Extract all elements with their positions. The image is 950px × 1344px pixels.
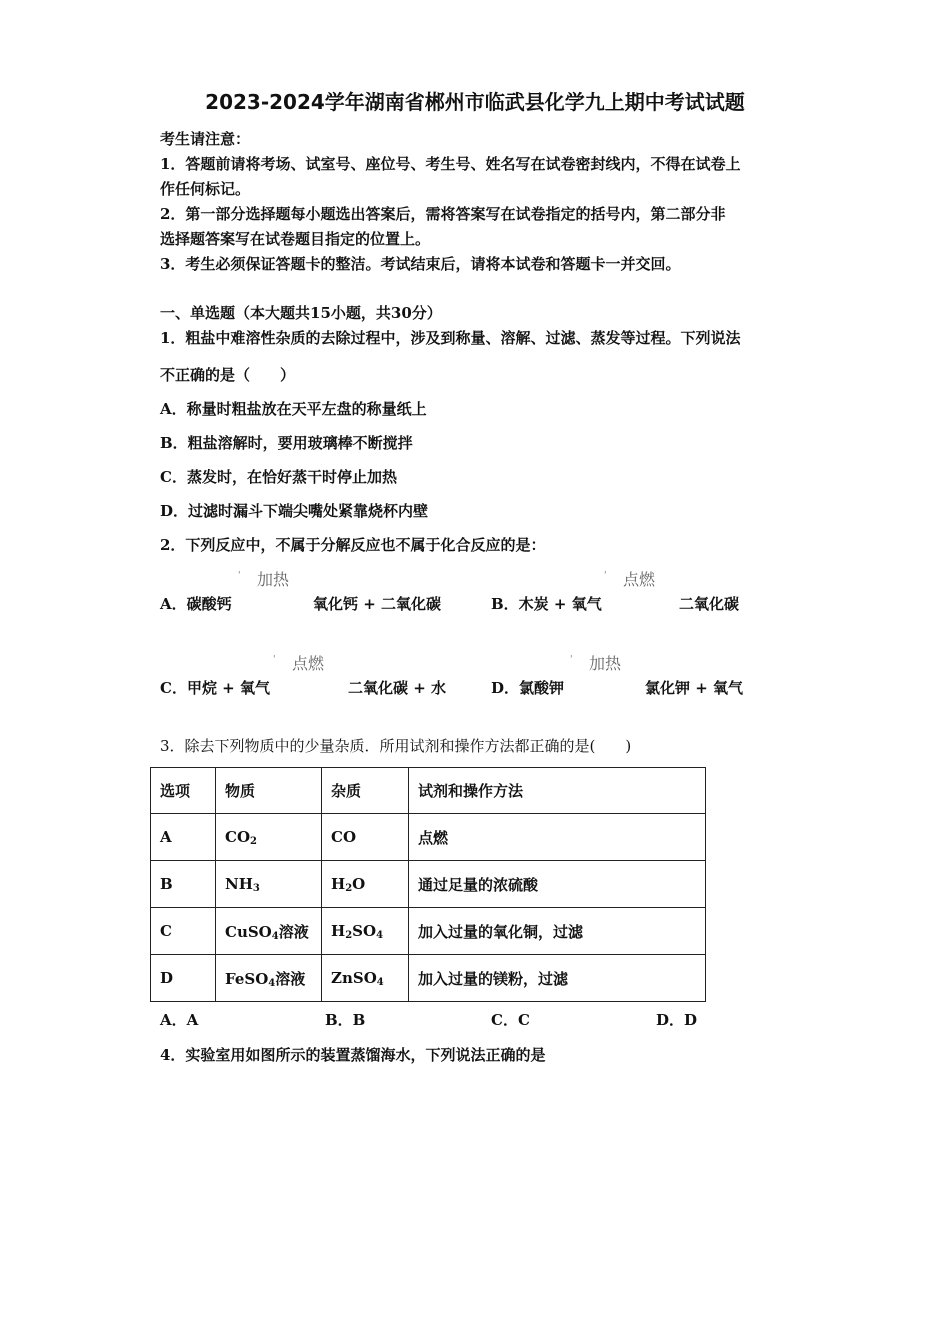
q1-option-d: D．过滤时漏斗下端尖嘴处紧靠烧杯内壁: [160, 502, 429, 520]
q2-a-condition: 加热: [257, 570, 290, 589]
q2-option-d: D．氯酸钾: [491, 679, 565, 697]
table-cell-method: 加入过量的镁粉，过滤: [409, 955, 706, 1002]
notice-line: 1．答题前请将考场、试室号、座位号、考生号、姓名写在试卷密封线内，不得在试卷上: [160, 155, 741, 173]
table-cell-impurity: $H_2O$: [322, 861, 409, 908]
table-cell-impurity: $H_2SO_4$: [322, 908, 409, 955]
tick-mark: ': [273, 655, 276, 665]
table-header-row: [151, 768, 706, 814]
q2-option-c: C．甲烷 + 氧气: [160, 679, 270, 697]
table-cell-method: 通过足量的浓硫酸: [409, 861, 706, 908]
notice-line: 2．第一部分选择题每小题选出答案后，需将答案写在试卷指定的括号内，第二部分非: [160, 205, 726, 223]
table-cell-option: C: [151, 908, 216, 955]
table-header: 杂质: [322, 768, 409, 814]
table-cell-substance: FeSO$_4$溶液: [216, 955, 322, 1002]
q2-b-products: 二氧化碳: [679, 595, 740, 613]
q3-stem: 3．除去下列物质中的少量杂质．所用试剂和操作方法都正确的是( ): [160, 737, 632, 755]
q1-stem-cont: 不正确的是（ ）: [160, 366, 296, 384]
table-cell-option: D: [151, 955, 216, 1002]
q2-option-a: A．碳酸钙: [160, 595, 232, 613]
table-cell-substance: $CO_2$: [216, 814, 322, 861]
q1-option-a: A．称量时粗盐放在天平左盘的称量纸上: [160, 400, 427, 418]
q2-d-condition: 加热: [589, 654, 622, 673]
table-cell-substance: $NH_3$: [216, 861, 322, 908]
q2-a-products: 氧化钙 + 二氧化碳: [313, 595, 442, 613]
q1-stem: 1．粗盐中难溶性杂质的去除过程中，涉及到称量、溶解、过滤、蒸发等过程。下列说法: [160, 329, 741, 347]
q2-c-condition: 点燃: [292, 654, 325, 673]
q4-stem: 4．实验室用如图所示的装置蒸馏海水，下列说法正确的是: [160, 1046, 546, 1064]
table-cell-option: A: [151, 814, 216, 861]
notice-line: 作任何标记。: [160, 180, 251, 198]
table-row: [151, 955, 706, 1002]
q3-table: [150, 767, 706, 1002]
table-cell-substance: CuSO$_4$溶液: [216, 908, 322, 955]
table-row: [151, 908, 706, 955]
page-title: 2023-2024学年湖南省郴州市临武县化学九上期中考试试题: [205, 90, 745, 114]
table-cell-impurity: ZnSO$_4$: [322, 955, 409, 1002]
notice-heading: 考生请注意：: [160, 130, 251, 148]
tick-mark: ': [238, 571, 241, 581]
q2-option-b: B．木炭 + 氧气: [491, 595, 602, 613]
q2-stem: 2．下列反应中，不属于分解反应也不属于化合反应的是：: [160, 536, 546, 554]
q2-b-condition: 点燃: [623, 570, 656, 589]
table-cell-impurity: CO: [322, 814, 409, 861]
table-cell-method: 点燃: [409, 814, 706, 861]
q3-answer-c: C．C: [491, 1011, 530, 1029]
notice-line: 选择题答案写在试卷题目指定的位置上。: [160, 230, 431, 248]
table-header: 选项: [151, 768, 216, 814]
table-header: 试剂和操作方法: [409, 768, 706, 814]
q2-d-products: 氯化钾 + 氧气: [645, 679, 744, 697]
table-header: 物质: [216, 768, 322, 814]
q2-c-products: 二氧化碳 + 水: [348, 679, 447, 697]
table-cell-option: B: [151, 861, 216, 908]
q1-option-c: C．蒸发时，在恰好蒸干时停止加热: [160, 468, 397, 486]
tick-mark: ': [570, 655, 573, 665]
q3-answer-d: D．D: [656, 1011, 698, 1029]
notice-line: 3．考生必须保证答题卡的整洁。考试结束后，请将本试卷和答题卡一并交回。: [160, 255, 681, 273]
table-row: [151, 814, 706, 861]
section-heading: 一、单选题（本大题共15小题，共30分）: [160, 304, 442, 322]
table-row: [151, 861, 706, 908]
table-cell-method: 加入过量的氧化铜，过滤: [409, 908, 706, 955]
tick-mark: ': [604, 571, 607, 581]
q3-answer-b: B．B: [325, 1011, 366, 1029]
q3-answer-a: A．A: [160, 1011, 199, 1029]
q1-option-b: B．粗盐溶解时，要用玻璃棒不断搅拌: [160, 434, 413, 452]
